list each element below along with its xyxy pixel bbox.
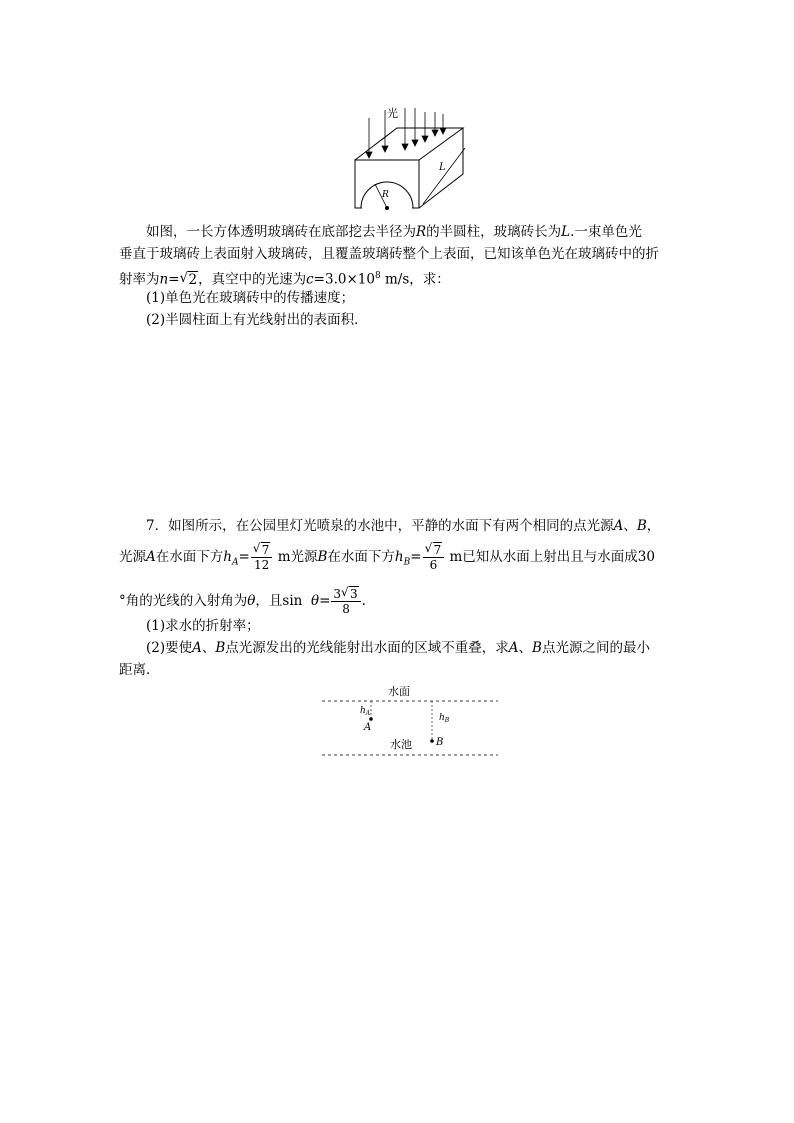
problem6-line3: 射率为n= √ 2，真空中的光速为$c=3.0\times 10^8$ m/s，求： xyxy=(119,266,450,291)
problem6-line2: 垂直于玻璃砖上表面射入玻璃砖，且覆盖玻璃砖整个上表面，已知该单色光在玻璃砖中的折 xyxy=(119,246,659,262)
problem6-question2: (2)半圆柱面上有光线射出的表面积． xyxy=(146,312,368,328)
radius-label: R xyxy=(382,190,389,200)
pool-label: 水池 xyxy=(390,738,412,751)
brick-top-face xyxy=(355,128,463,160)
problem6-question1: (1)单色光在玻璃砖中的传播速度； xyxy=(146,290,355,306)
light-label: 光 xyxy=(387,107,398,120)
problem6-line1: 如图，一长方体透明玻璃砖在底部挖去半径为R的半圆柱，玻璃砖长为L.一束单色光 xyxy=(146,224,642,240)
problem7-question2-line2: 距离． xyxy=(119,662,160,678)
length-label: L xyxy=(439,162,446,173)
problem7-question1: (1)求水的折射率； xyxy=(146,618,260,634)
fraction-hA: √ 7 12 xyxy=(251,543,273,572)
surface-label: 水面 xyxy=(388,685,410,698)
fraction-sin-theta: 3 √ 3 8 xyxy=(331,587,360,616)
A-label: A xyxy=(364,722,372,733)
hB-label: $h_B$ xyxy=(439,713,450,724)
problem7-line1: 7．如图所示，在公园里灯光喷泉的水池中，平静的水面下有两个相同的点光源A、B， xyxy=(146,518,661,534)
center-dot xyxy=(385,206,389,210)
problem7-line2: 光源A在水面下方$h_A=$ √ 7 12 m光源B在水面下方$h_B=$ √ 7 6 m已知从水面上射出且与水面成30 xyxy=(119,541,655,572)
fraction-hB: √ 7 6 xyxy=(423,543,445,572)
point-B xyxy=(430,739,434,743)
point-A xyxy=(369,717,373,721)
length-dimension xyxy=(423,148,465,204)
problem7-question2-line1: (2)要使A、B点光源发出的光线能射出水面的区域不重叠，求A、B点光源之间的最小 xyxy=(146,640,650,656)
sqrt-2: √ 2 xyxy=(179,269,198,288)
glass-brick-figure xyxy=(345,100,475,215)
pool-figure xyxy=(318,682,502,762)
light-rays xyxy=(366,108,446,158)
problem7-line3: °角的光线的入射角为θ，且sin θ= 3 √ 3 8 . xyxy=(119,585,366,616)
hA-label: $h_A$ xyxy=(360,706,371,717)
B-label: B xyxy=(436,737,444,748)
